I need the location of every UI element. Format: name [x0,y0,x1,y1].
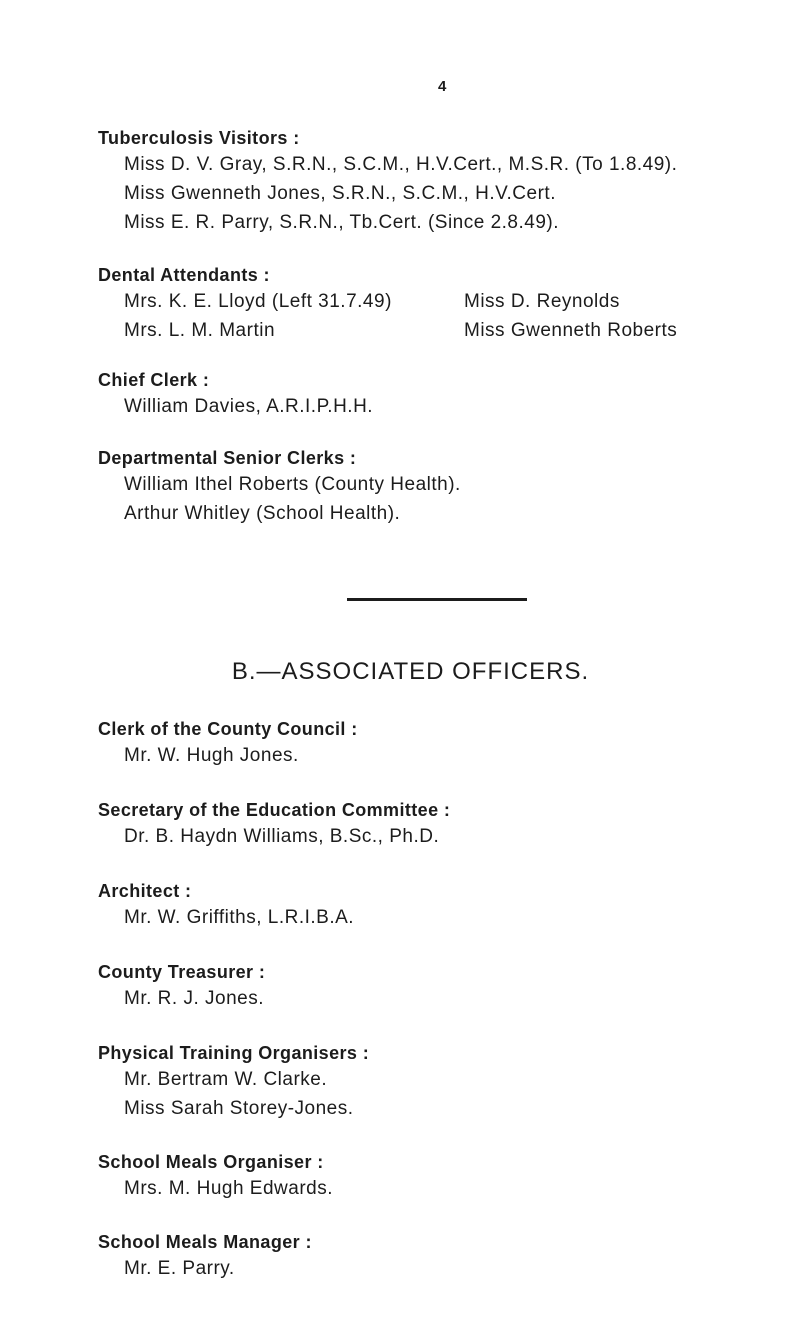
dental-row-1 [98,287,677,316]
meals-organiser-heading: School Meals Organiser : [98,1152,324,1172]
dental-attendant-roberts: Miss Gwenneth Roberts [464,320,678,341]
tuberculosis-visitor-2: Miss Gwenneth Jones, S.R.N., S.C.M., H.V.Cert. [124,183,556,204]
section-divider [347,598,527,601]
dental-attendant-reynolds: Miss D. Reynolds [464,291,620,312]
architect-section [98,879,354,932]
treasurer-heading: County Treasurer : [98,962,266,982]
senior-clerks-heading: Departmental Senior Clerks : [98,448,357,468]
pt-organiser-1: Mr. Bertram W. Clarke. [124,1069,328,1090]
meals-organiser-section [98,1150,333,1203]
meals-manager-section [98,1230,312,1283]
dental-attendant-martin: Mrs. L. M. Martin [124,320,276,341]
section-b-title: B.—ASSOCIATED OFFICERS. [231,658,590,685]
pt-organisers-section [98,1041,369,1123]
tuberculosis-visitors-heading: Tuberculosis Visitors : [98,128,300,148]
page-number: 4 [438,78,447,95]
tuberculosis-visitors-section [98,126,677,237]
county-clerk-heading: Clerk of the County Council : [98,719,358,739]
meals-manager-name: Mr. E. Parry. [124,1258,235,1279]
senior-clerk-2: Arthur Whitley (School Health). [124,503,401,524]
pt-organisers-heading: Physical Training Organisers : [98,1043,370,1063]
county-clerk-name: Mr. W. Hugh Jones. [124,745,299,766]
tuberculosis-visitor-1: Miss D. V. Gray, S.R.N., S.C.M., H.V.Cert., M.S.R. (To 1.8.49). [124,154,678,175]
pt-organiser-2: Miss Sarah Storey-Jones. [124,1098,354,1119]
dental-attendants-section [98,263,677,345]
meals-organiser-name: Mrs. M. Hugh Edwards. [124,1178,333,1199]
education-secretary-name: Dr. B. Haydn Williams, B.Sc., Ph.D. [124,826,440,847]
architect-name: Mr. W. Griffiths, L.R.I.B.A. [124,907,355,928]
meals-manager-heading: School Meals Manager : [98,1232,312,1252]
chief-clerk-name: William Davies, A.R.I.P.H.H. [124,396,374,417]
chief-clerk-heading: Chief Clerk : [98,370,210,390]
treasurer-name: Mr. R. J. Jones. [124,988,264,1009]
education-secretary-heading: Secretary of the Education Committee : [98,800,451,820]
county-clerk-section [98,717,358,770]
dental-attendants-heading: Dental Attendants : [98,265,270,285]
senior-clerks-section [98,446,461,528]
treasurer-section [98,960,265,1013]
senior-clerk-1: William Ithel Roberts (County Health). [124,474,461,495]
dental-attendant-lloyd: Mrs. K. E. Lloyd (Left 31.7.49) [124,291,392,312]
dental-row-2 [98,316,677,345]
architect-heading: Architect : [98,881,192,901]
tuberculosis-visitor-3: Miss E. R. Parry, S.R.N., Tb.Cert. (Since 2.8.49). [124,212,560,233]
chief-clerk-section [98,368,373,421]
education-secretary-section [98,798,450,851]
